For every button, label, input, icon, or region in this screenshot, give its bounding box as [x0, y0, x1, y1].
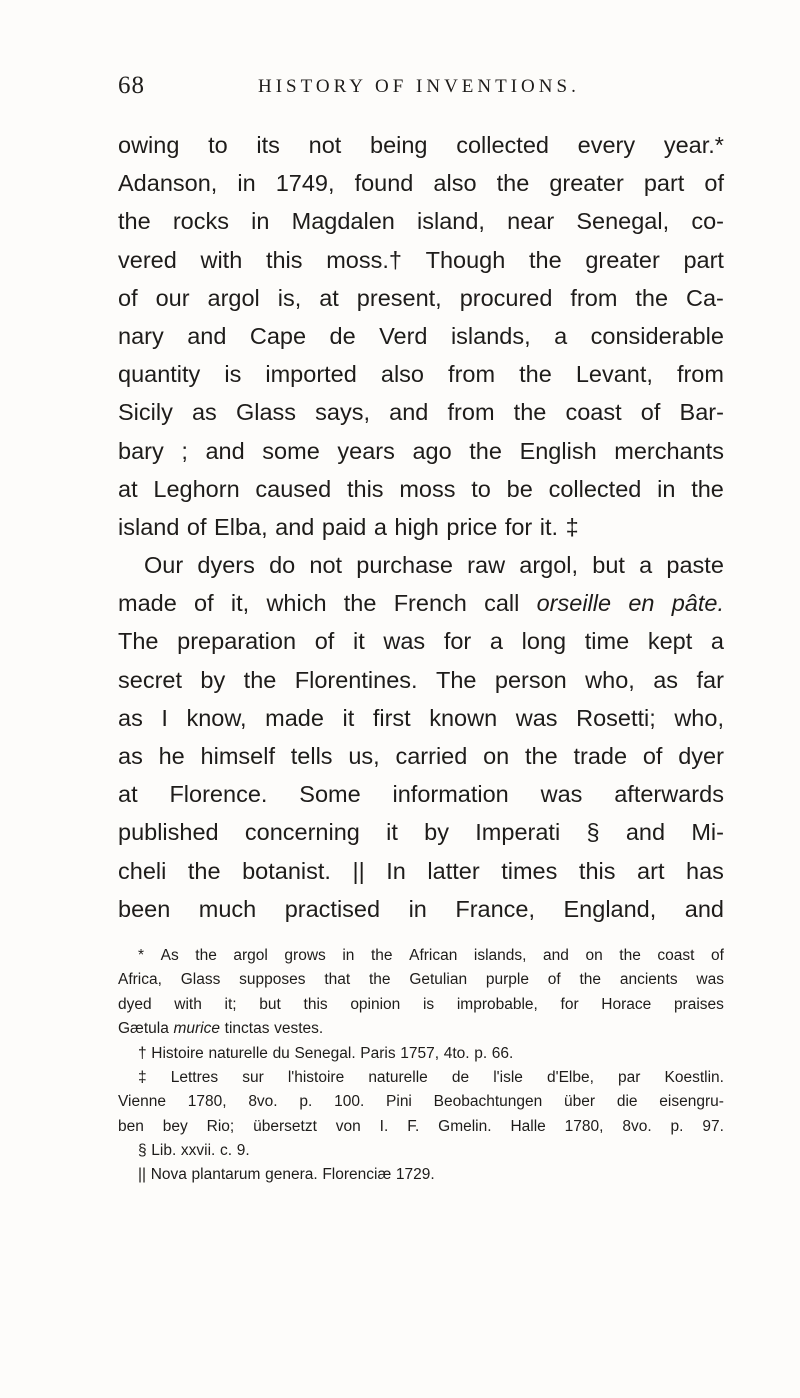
text-line: bary ; and some years ago the English merchants [118, 437, 724, 464]
text-line: at Florence. Some information was afterwards [118, 781, 724, 808]
footnote-line: * As the argol grows in the African islands, and on the coast of [138, 946, 724, 964]
text-line: owing to its not being collected every year.* [118, 132, 724, 158]
footnote-line: ben bey Rio; übersetzt von I. F. Gmelin. Halle 1780, 8vo. p. 97. [118, 1117, 724, 1135]
text-line: published concerning it by Imperati § and Mi- [118, 819, 724, 846]
text-line: nary and Cape de Verd islands, a considerable [118, 322, 724, 349]
footnote-line: Africa, Glass supposes that the Getulian purple of the ancients was [118, 971, 724, 989]
text-line: Sicily as Glass says, and from the coast of Bar- [118, 399, 724, 426]
text-line: at Leghorn caused this moss to be collected in the [118, 475, 724, 502]
text-line: cheli the botanist. || In latter times this art has [118, 857, 724, 884]
text-line: the rocks in Magdalen island, near Senegal, co- [118, 208, 724, 235]
footnote-line: § Lib. xxvii. c. 9. [138, 1142, 250, 1160]
text-line: vered with this moss.† Though the greater part [118, 246, 724, 273]
footnote-line: ‡ Lettres sur l'histoire naturelle de l'isle d'Elbe, par Koestlin. [138, 1068, 724, 1086]
text-line: of our argol is, at present, procured from the Ca- [118, 284, 724, 311]
text-line: quantity is imported also from the Levant, from [118, 361, 724, 388]
page-header [118, 72, 724, 112]
footnote-line: || Nova plantarum genera. Florenciæ 1729. [138, 1166, 435, 1184]
text-line: Our dyers do not purchase raw argol, but a paste [144, 552, 724, 579]
running-title: HISTORY OF INVENTIONS. [258, 76, 580, 97]
page-number: 68 [118, 72, 145, 99]
text-line: as he himself tells us, carried on the trade of dyer [118, 743, 724, 769]
main-text [118, 126, 724, 928]
text-line: secret by the Florentines. The person who, as far [118, 666, 724, 693]
book-page [118, 72, 724, 1188]
text-line: Adanson, in 1749, found also the greater part of [118, 170, 724, 197]
text-line: made of it, which the French call orseille en pâte. [118, 590, 724, 617]
text-line: The preparation of it was for a long time kept a [118, 628, 724, 655]
footnote-line: Vienne 1780, 8vo. p. 100. Pini Beobachtungen über die eisengru- [118, 1093, 724, 1111]
footnote-line: † Histoire naturelle du Senegal. Paris 1757, 4to. p. 66. [138, 1044, 514, 1062]
footnote-line: dyed with it; but this opinion is improbable, for Horace praises [118, 995, 724, 1013]
footnote-line: Gætula murice tinctas vestes. [118, 1020, 324, 1038]
footnotes [118, 944, 724, 1188]
text-line: been much practised in France, England, and [118, 895, 724, 922]
text-line: island of Elba, and paid a high price for it. ‡ [118, 513, 579, 540]
text-line: as I know, made it first known was Rosetti; who, [118, 704, 724, 731]
